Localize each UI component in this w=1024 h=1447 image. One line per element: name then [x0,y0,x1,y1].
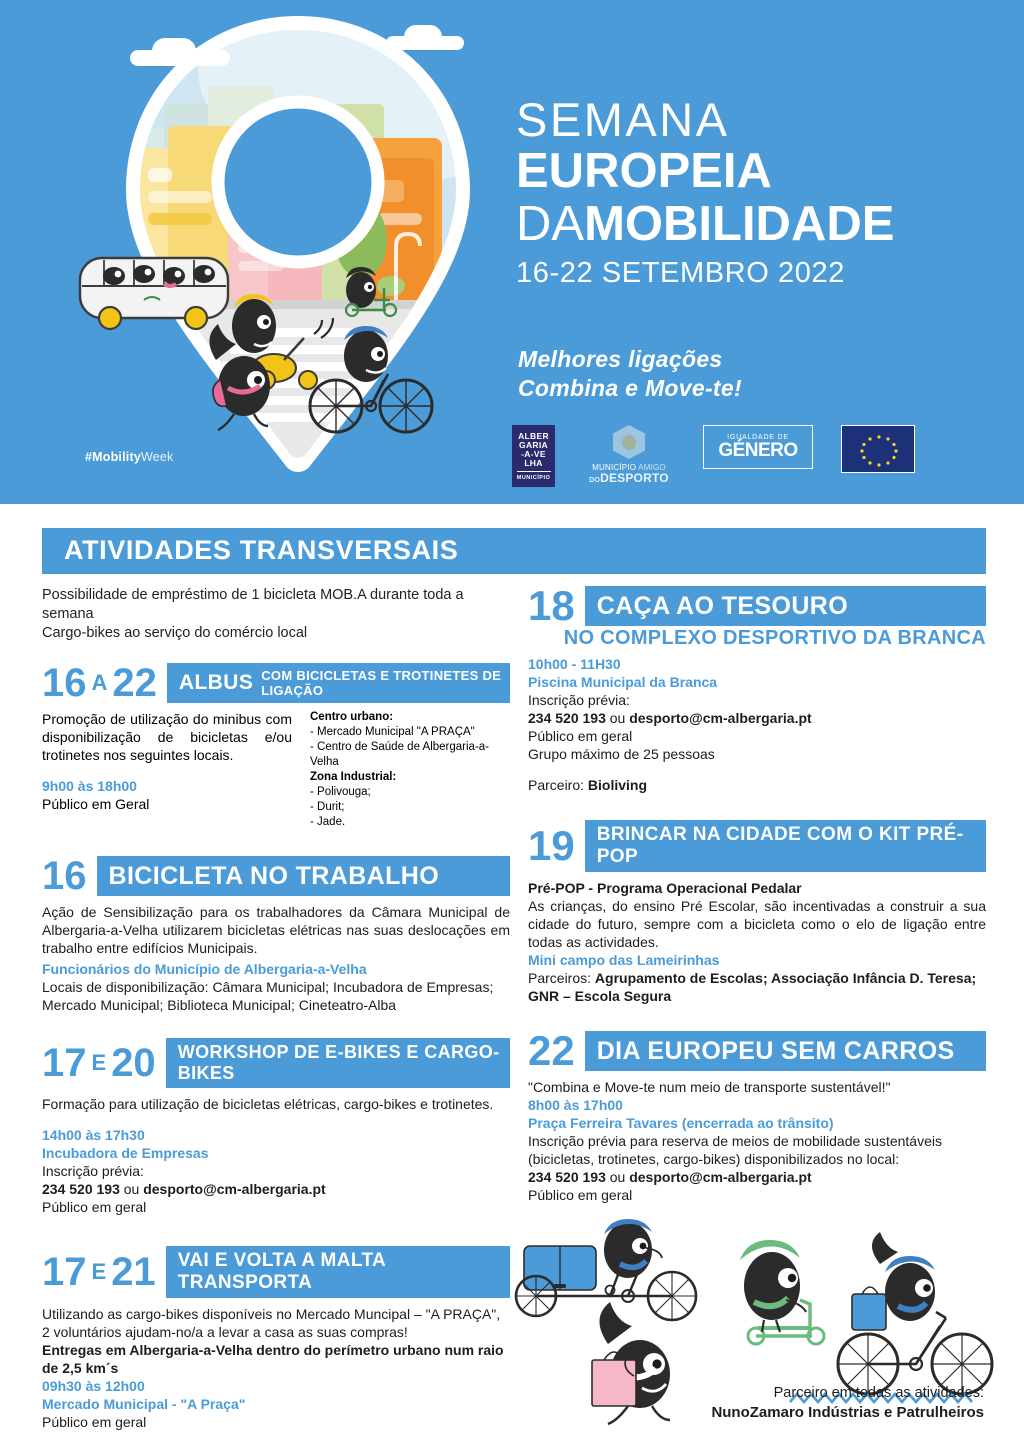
cloud-icon [130,50,230,66]
logo-igualdade-de-genero [703,425,813,469]
event-audience: Público em geral [528,1187,633,1203]
event-title-bar [167,663,510,703]
intro-line-1: Possibilidade de empréstimo de 1 bicicleta MOB.A durante toda a semana [42,587,464,622]
event-subtitle: COM BICICLETAS E TROTINETES DE LIGAÇÃO [261,668,502,698]
date-start: 16 [42,661,87,705]
date-separator: E [91,1259,107,1284]
logo-european-union-flag [841,425,915,473]
event-left-body [42,710,292,830]
bus-illustration [80,258,228,329]
header-dates: 16-22 SETEMBRO 2022 [516,257,845,289]
event-time: 09h30 às 12h00 [42,1378,145,1394]
cargo-bike-rider-illustration [516,1219,696,1320]
event-time: 14h00 às 17h30 [42,1127,145,1143]
title-line-semana: SEMANA [516,93,730,146]
event-description: Utilizando as cargo-bikes disponíveis no Mercado Muncipal – "A PRAÇA", 2 voluntários ajudam-no/a a levar a casa as suas compras! [42,1306,501,1340]
event-header [528,582,986,629]
logo-alb-l1: ALBER [518,430,549,441]
map-pin-illustration [78,8,518,478]
poster-header [0,0,1024,504]
event-title-bar [97,856,511,896]
logo-municipio-amigo-do-desporto [583,425,675,487]
intro-line-2: Cargo-bikes ao serviço do comércio local [42,625,308,641]
event-audience: Público em geral [42,1199,147,1215]
event-date-number [528,820,585,872]
title-mobilidade: MOBILIDADE [584,197,895,251]
location-group-heading: Centro urbano: [310,711,394,723]
event-title: VAI E VOLTA A MALTA TRANSPORTA [177,1250,386,1293]
event-header [42,1246,510,1298]
logo-desp-amigo: AMIGO [636,463,666,472]
contact-phone: 234 520 193 [528,1169,606,1185]
event-time: 9h00 às 18h00 [42,778,137,794]
logo-albergaria-a-velha [512,425,555,487]
event-workshop-ebikes [42,1038,510,1216]
event-body [42,710,510,830]
title-line-europeia: EUROPEIA [516,144,772,198]
contact-phone: 234 520 193 [528,710,606,726]
event-header [42,856,510,896]
partners-label: Parceiros: [528,970,595,986]
location-item: - Centro de Saúde de Albergaria-a-Velha [310,741,489,768]
event-body [42,1095,510,1216]
event-header [42,1038,510,1088]
event-title-bar [585,586,986,626]
event-date-number [528,1027,585,1074]
date-end: 22 [112,661,157,705]
logo-alb-l4: LHA [524,457,543,468]
logo-alb-sub: MUNICÍPIO [517,471,551,483]
cloud-icon [386,36,464,50]
event-date-number [42,1038,166,1088]
partner-label: Parceiro: [528,777,588,793]
event-subline: NO COMPLEXO DESPORTIVO DA BRANCA [563,627,986,649]
event-lead: Pré-POP - Programa Operacional Pedalar [528,880,802,896]
event-title-bar [166,1038,510,1088]
location-item: - Polivouga; [310,786,371,798]
location-item: - Jade. [310,816,346,828]
hashtag-bold: #Mobility [85,450,141,464]
date-start: 18 [528,582,575,629]
mobility-pin-svg [78,8,518,478]
logo-desp-desporto: DESPORTO [600,471,669,485]
event-dia-europeu-sem-carros [528,1027,986,1204]
event-signup-label: Inscrição prévia: [528,692,630,708]
event-title-bar [585,820,986,872]
event-vai-e-volta [42,1246,510,1431]
intro-text [42,586,510,643]
contact-separator: ou [605,1169,630,1185]
eu-stars-icon [842,426,916,474]
date-end: 21 [111,1250,156,1294]
date-start: 16 [42,854,87,898]
event-signup-label: Inscrição prévia: [42,1163,144,1179]
event-highlight: Mini campo das Lameirinhas [528,952,720,968]
event-place: Incubadora de Empresas [42,1145,209,1161]
event-header [528,1027,986,1074]
event-place: Mercado Municipal - "A Praça" [42,1396,246,1412]
event-title: WORKSHOP DE E-BIKES E CARGO-BIKES [177,1042,500,1083]
hashtag-light: Week [140,450,174,464]
mobility-week-hashtag [85,450,174,464]
date-start: 17 [42,1250,87,1294]
date-start: 17 [42,1041,87,1085]
logo-genero-top: IGUALDADE DE [727,433,789,441]
event-partners [528,969,986,1005]
contact-phone: 234 520 193 [42,1181,120,1197]
event-title: BICICLETA NO TRABALHO [108,861,440,890]
date-separator: E [91,1050,107,1075]
date-start: 19 [528,822,575,869]
logo-desp-municipio: MUNICÍPIO [592,463,637,472]
header-logos-row [512,425,915,491]
event-audience: Público em geral [528,728,633,744]
contact-separator: ou [119,1181,144,1197]
event-time: 10h00 - 11H30 [528,656,621,672]
event-contact [528,709,986,727]
header-tagline [518,345,742,403]
event-partner [528,776,986,794]
footer-partner-name: NunoZamaro Indústrias e Patrulheiros [711,1404,984,1421]
tagline-line-1: Melhores ligações [518,346,723,372]
contact-email: desporto@cm-albergaria.pt [143,1181,326,1197]
event-body [42,1305,510,1431]
logo-desp-do: DO [589,477,601,484]
header-title-block [516,95,986,293]
event-place: Praça Ferreira Tavares (encerrada ao trânsito) [528,1115,834,1131]
logo-alb-l3: -A-VE [521,448,546,459]
date-separator: A [91,670,108,695]
event-highlight: Funcionários do Município de Albergaria-a-Velha [42,961,367,977]
event-time: 8h00 às 17h00 [528,1097,623,1113]
hexagon-sport-icon [613,425,645,459]
event-header [42,663,510,703]
event-description: Promoção de utilização do minibus com disponibilização de bicicletas e/ou trotinetes nos seguintes locais. [42,711,292,763]
title-da: DA [516,197,585,251]
event-body [528,1078,986,1204]
event-date-number [42,856,97,896]
event-signup-label: Inscrição prévia para reserva de meios de mobilidade sustentáveis (bicicletas, trotinetes, cargo-bikes) disponibilizados no local: [528,1133,942,1167]
location-item: - Durit; [310,801,345,813]
event-title: DIA EUROPEU SEM CARROS [596,1036,955,1065]
event-group-limit: Grupo máximo de 25 pessoas [528,746,715,762]
contact-email: desporto@cm-albergaria.pt [629,710,812,726]
event-header [528,820,986,872]
date-end: 20 [111,1041,156,1085]
walking-shopper-illustration [592,1302,670,1424]
event-extra: Locais de disponibilização: Câmara Municipal; Incubadora de Empresas; Mercado Municipal; Biblioteca Municipal; Cineteatro-Alba [42,979,494,1013]
event-audience: Público em Geral [42,796,150,812]
tagline-line-2: Combina e Move-te! [518,375,742,401]
event-locations-list [310,710,510,830]
event-bicicleta-no-trabalho [42,856,510,1014]
left-column [42,586,510,1431]
main-section-bar: ATIVIDADES TRANSVERSAIS [42,528,986,574]
location-group-heading: Zona Industrial: [310,771,397,783]
contact-separator: ou [605,710,630,726]
event-title: ALBUS [178,671,254,694]
green-scooter-rider-illustration [740,1240,824,1344]
event-body [42,903,510,1014]
event-brincar-na-cidade [528,820,986,1005]
partners-name: Agrupamento de Escolas; Associação Infância D. Teresa; GNR – Escola Segura [528,970,977,1004]
event-audience: Público em geral [42,1414,147,1430]
footer-partner-label: Parceiro em todas as atividades: [773,1385,984,1401]
logo-desp-line2 [589,472,669,487]
event-contact [42,1180,510,1198]
date-start: 22 [528,1027,575,1074]
logo-genero-main: GÉNERO [718,439,798,461]
event-body [528,655,986,794]
event-quote: "Combina e Move-te num meio de transporte sustentável!" [528,1079,891,1095]
event-date-number [528,582,585,629]
logo-alb-l2: GARIA [519,439,548,450]
event-date-number [42,1246,166,1298]
event-description: As crianças, do ensino Pré Escolar, são incentivadas a construir a sua cidade do futuro, sempre com a bicicleta como o elo de ligação entre todas as actividades. [528,898,986,950]
contact-email: desporto@cm-albergaria.pt [629,1169,812,1185]
event-title: BRINCAR NA CIDADE COM O KIT PRÉ-POP [596,824,964,867]
event-title-bar [166,1246,510,1298]
footer-partner-block [711,1384,984,1423]
partner-name: Bioliving [587,777,648,793]
event-place: Piscina Municipal da Branca [528,674,718,690]
event-title: CAÇA AO TESOURO [596,591,849,620]
event-albus [42,663,510,830]
bike-rider-with-box-illustration [838,1232,992,1394]
event-contact [528,1168,986,1186]
event-description: Formação para utilização de bicicletas elétricas, cargo-bikes e trotinetes. [42,1096,494,1112]
event-caca-ao-tesouro [528,582,986,794]
event-body [528,879,986,1005]
event-description: Ação de Sensibilização para os trabalhadores da Câmara Municipal de Albergaria-a-Velha utilizarem bicicletas elétricas nas suas deslocações em trabalho entre edifícios Municipais. [42,904,510,956]
title-line-da-mobilidade [516,197,986,251]
event-title-bar [585,1031,986,1071]
event-bold-note: Entregas em Albergaria-a-Velha dentro do perímetro urbano num raio de 2,5 km´s [42,1342,504,1376]
location-item: - Mercado Municipal "A PRAÇA" [310,726,475,738]
event-date-number [42,663,167,703]
